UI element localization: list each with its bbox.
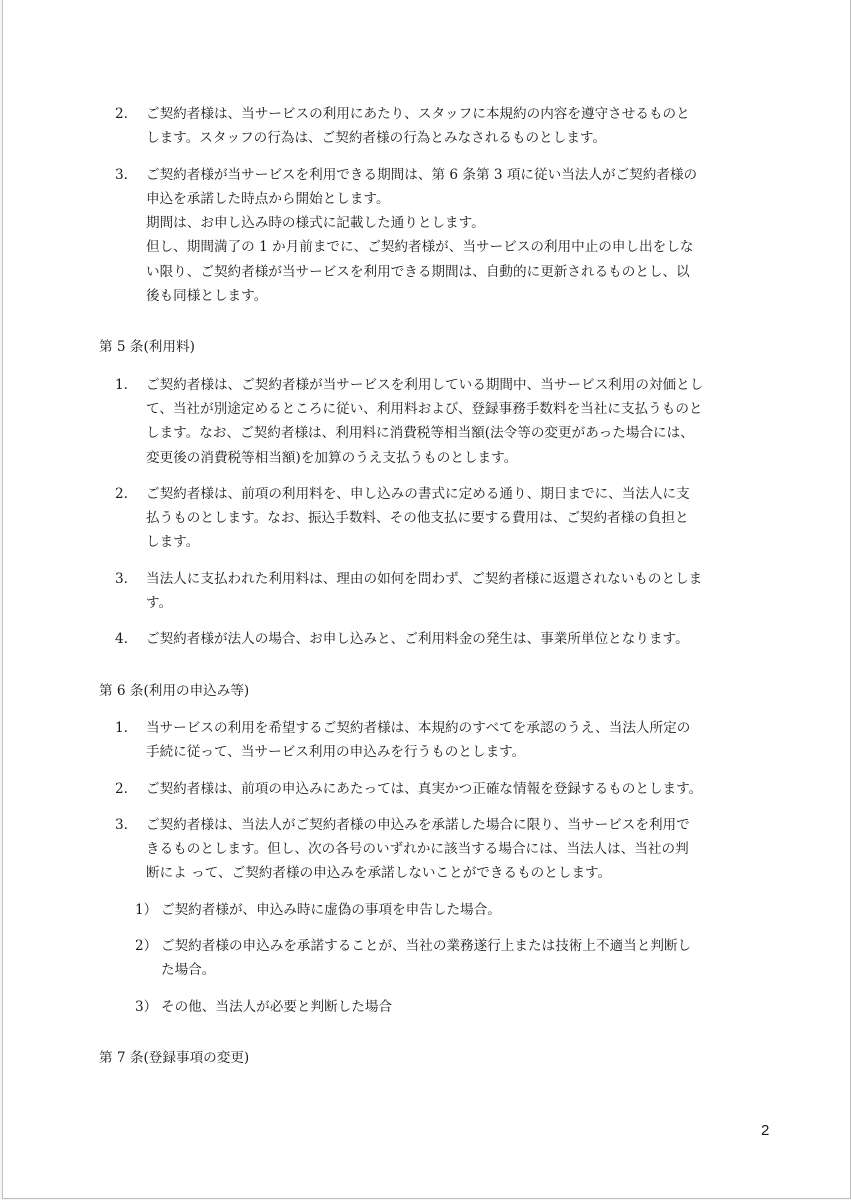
- item-number: 2.: [115, 106, 128, 122]
- text-line: 当法人に支払われた利用料は、理由の如何を問わず、ご契約者様に返還されないものとしま: [146, 570, 703, 587]
- text-line: 但し、期間満了の 1 か月前までに、ご契約者様が、当サービスの利用中止の申し出をしな: [146, 239, 694, 256]
- text-line: ご契約者様は、ご契約者様が当サービスを利用している期間中、当サービス利用の対価とし: [146, 376, 704, 393]
- list-item: [99, 567, 769, 616]
- sub-list-item: [99, 995, 769, 1019]
- text-line: 断によ って、ご契約者様の申込みを承諾しないことができるものとします。: [146, 865, 612, 882]
- sub-item-number: 1）: [135, 901, 158, 918]
- text-line: ご契約者様は、当法人がご契約者様の申込みを承諾した場合に限り、当サービスを利用で: [146, 816, 690, 833]
- sub-list-item: [99, 934, 769, 983]
- text-line: ご契約者様が、申込み時に虚偽の事項を申告した場合。: [161, 901, 501, 918]
- text-line: ご契約者様は、前項の申込みにあたっては、真実かつ正確な情報を登録するものとします。: [146, 780, 703, 797]
- article-7-heading: 第 7 条(登録事項の変更): [99, 1049, 250, 1066]
- list-item: [99, 813, 769, 886]
- text-line: きるものとします。但し、次の各号のいずれかに該当する場合には、当法人は、当社の判: [146, 841, 689, 858]
- text-line: ご契約者様が当サービスを利用できる期間は、第 6 条第 3 項に従い当法人がご契約者様の: [146, 166, 698, 183]
- page-number: 2: [761, 1122, 770, 1139]
- text-line: します。なお、ご契約者様は、利用料に消費税等相当額(法令等の変更があった場合には、: [146, 425, 694, 442]
- list-item: [99, 716, 769, 765]
- list-item: [99, 163, 769, 309]
- list-item: [99, 777, 769, 801]
- item-number: 3.: [115, 570, 128, 587]
- text-line: します。スタッフの行為は、ご契約者様の行為とみなされるものとします。: [146, 130, 607, 147]
- text-line: 後も同様とします。: [146, 288, 268, 305]
- text-line: 申込を承諾した時点から開始とします。: [146, 190, 390, 207]
- text-line: ご契約者様の申込みを承諾することが、当社の業務遂行上または技術上不適当と判断し: [161, 938, 692, 955]
- item-number: 4.: [115, 631, 128, 648]
- page-content: [99, 102, 769, 1083]
- text-line: その他、当法人が必要と判断した場合: [161, 998, 393, 1015]
- item-number: 3.: [115, 816, 128, 833]
- article-6-heading: 第 6 条(利用の申込み等): [99, 682, 250, 699]
- list-item: [99, 627, 769, 651]
- document-page: [2, 0, 851, 1199]
- sub-item-number: 2）: [135, 938, 158, 955]
- text-line: 期間は、お申し込み時の様式に記載した通りとします。: [146, 215, 485, 232]
- item-number: 1.: [115, 376, 128, 393]
- text-line: い限り、ご契約者様が当サービスを利用できる期間は、自動的に更新されるものとし、以: [146, 263, 690, 280]
- item-number: 2.: [115, 485, 128, 502]
- list-item: [99, 482, 769, 555]
- item-number: 1.: [115, 719, 128, 736]
- text-line: します。: [146, 534, 200, 551]
- text-line: す。: [146, 595, 173, 612]
- text-line: ご契約者様は、当サービスの利用にあたり、スタッフに本規約の内容を遵守させるものと: [146, 106, 690, 122]
- text-line: た場合。: [161, 962, 216, 979]
- sub-list-item: [99, 898, 769, 922]
- text-line: 手続に従って、当サービス利用の申込みを行うものとします。: [146, 744, 526, 761]
- list-item: [99, 373, 769, 470]
- item-number: 3.: [115, 166, 128, 183]
- article-5-heading: 第 5 条(利用料): [99, 339, 195, 356]
- text-line: 当サービスの利用を希望するご契約者様は、本規約のすべてを承認のうえ、当法人所定の: [146, 719, 691, 736]
- text-line: ご契約者様が法人の場合、お申し込みと、ご利用料金の発生は、事業所単位となります。: [146, 631, 689, 648]
- text-line: 変更後の消費税等相当額)を加算のうえ支払うものとします。: [146, 449, 518, 466]
- list-item: [99, 102, 769, 151]
- sub-item-number: 3）: [135, 998, 158, 1015]
- text-line: 払うものとします。なお、振込手数料、その他支払に要する費用は、ご契約者様の負担と: [146, 510, 689, 527]
- text-line: ご契約者様は、前項の利用料を、申し込みの書式に定める通り、期日までに、当法人に支: [146, 485, 690, 502]
- item-number: 2.: [115, 780, 128, 797]
- text-line: て、当社が別途定めるところに従い、利用料および、登録事務手数料を当社に支払うものと: [146, 400, 703, 417]
